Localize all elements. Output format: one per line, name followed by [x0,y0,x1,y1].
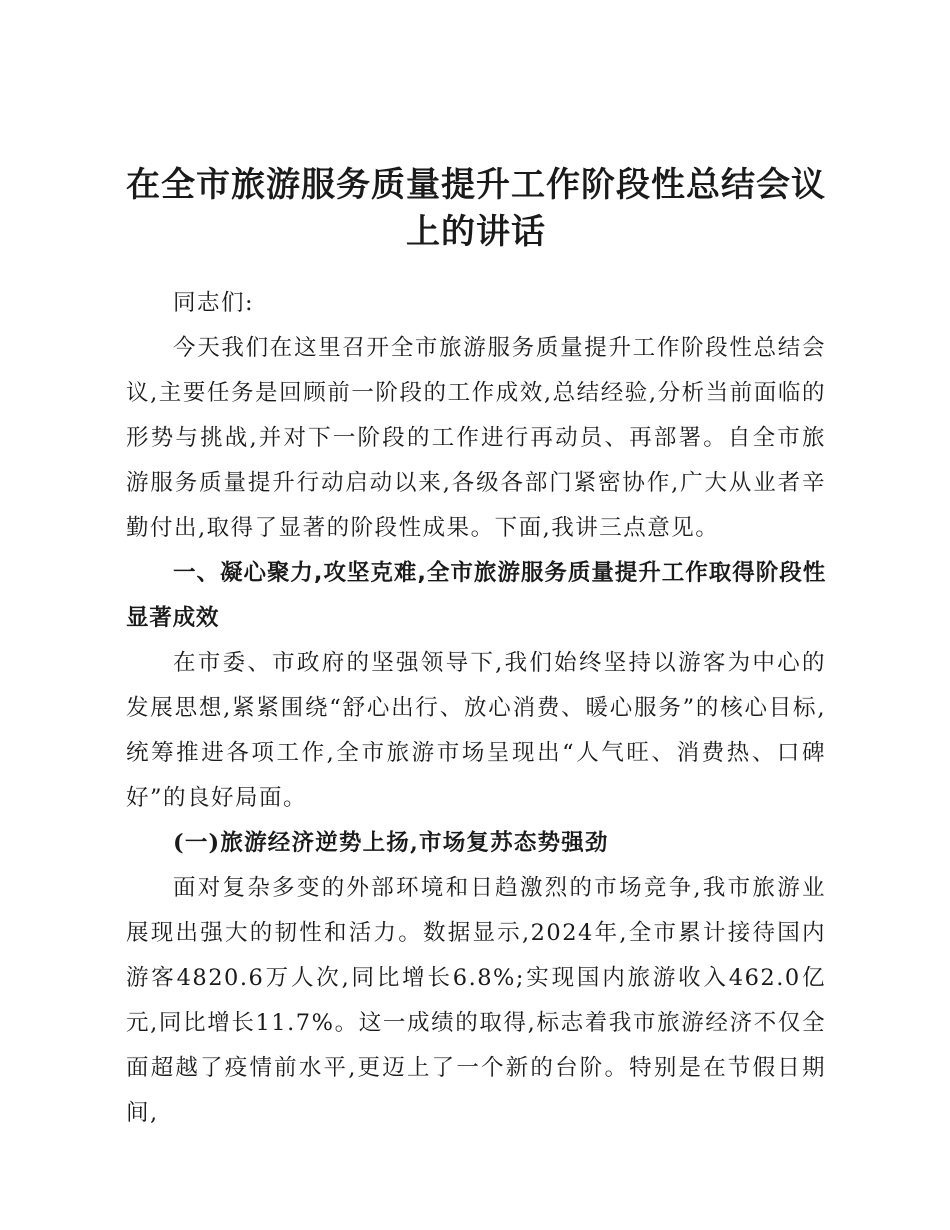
subsection-1-paragraph: 面对复杂多变的外部环境和日趋激烈的市场竞争,我市旅游业展现出强大的韧性和活力。数据显示,2024年,全市累计接待国内游客4820.6万人次,同比增长6.8%;实现国内旅游收入462.0亿元,同比增长11.7%。这一成绩的取得,标志着我市旅游经济不仅全面超越了疫情前水平,更迈上了一个新的台阶。特别是在节假日期间, [126,875,826,1126]
section-1-paragraph: 在市委、市政府的坚强领导下,我们始终坚持以游客为中心的发展思想,紧紧围绕“舒心出行、放心消费、暖心服务”的核心目标,统筹推进各项工作,全市旅游市场呈现出“人气旺、消费热、口碑好”的良好局面。 [126,650,826,811]
section-1-heading: 一、凝心聚力,攻坚克难,全市旅游服务质量提升工作取得阶段性显著成效 [126,560,826,631]
title-line-1: 在全市旅游服务质量提升工作阶段性总结会议 [126,165,826,205]
title-line-2: 上的讲话 [406,212,546,252]
subsection-1-heading: (一)旅游经济逆势上扬,市场复苏态势强劲 [173,830,609,856]
document-title [126,162,826,256]
salutation: 同志们: [173,290,255,316]
intro-paragraph: 今天我们在这里召开全市旅游服务质量提升工作阶段性总结会议,主要任务是回顾前一阶段的工作成效,总结经验,分析当前面临的形势与挑战,并对下一阶段的工作进行再动员、再部署。自全市旅游服务质量提升行动启动以来,各级各部门紧密协作,广大从业者辛勤付出,取得了显著的阶段性成果。下面,我讲三点意见。 [126,335,826,541]
document-page [126,162,826,1136]
